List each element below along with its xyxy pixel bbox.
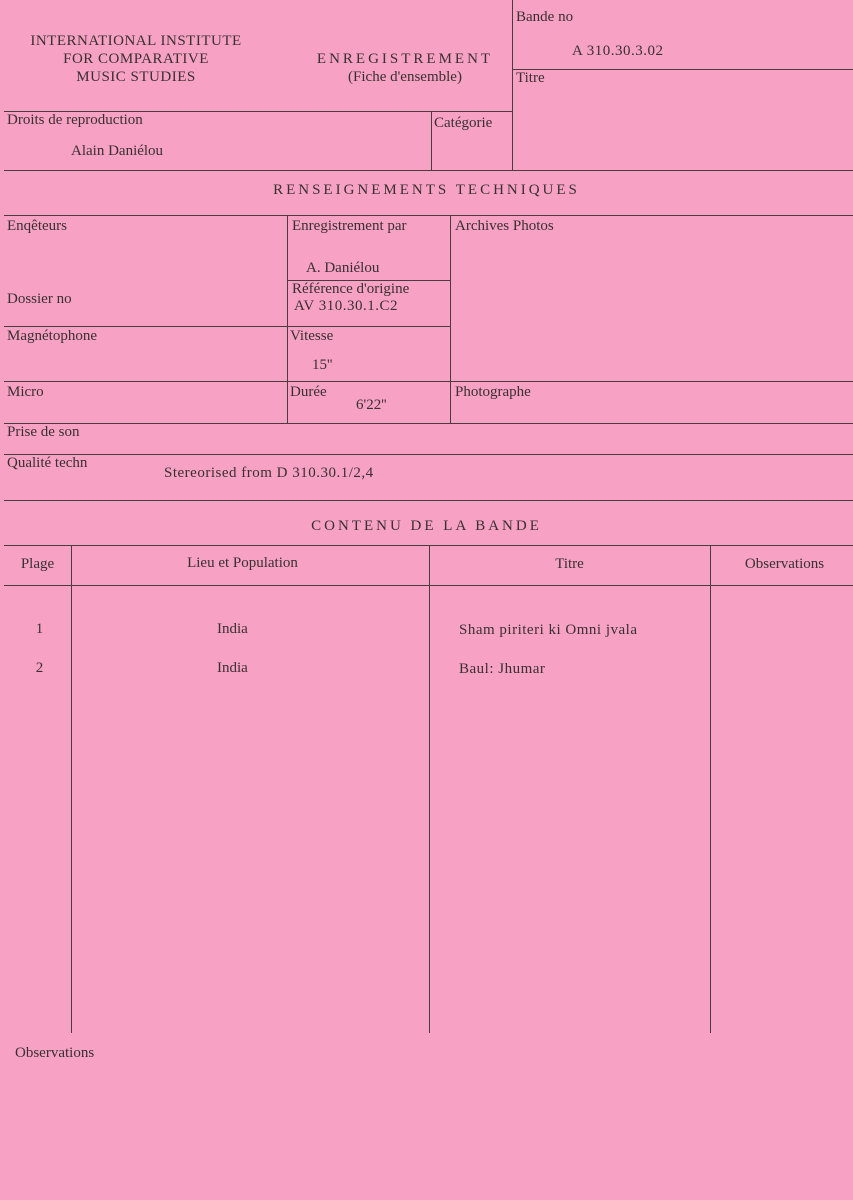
- institute-line-2: FOR COMPARATIVE: [63, 51, 209, 67]
- bande-label: Bande no: [516, 9, 574, 25]
- institute-line-3: MUSIC STUDIES: [76, 69, 196, 85]
- tech-col2-divider: [450, 215, 451, 423]
- droits-label: Droits de reproduction: [7, 112, 143, 128]
- micro-label: Micro: [7, 384, 44, 400]
- institute-line-1: INTERNATIONAL INSTITUTE: [30, 33, 242, 49]
- prise-label: Prise de son: [7, 424, 80, 440]
- photographe-label: Photographe: [455, 384, 531, 400]
- duree-label: Durée: [290, 384, 327, 400]
- enqueteurs-label: Enqêteurs: [7, 218, 67, 234]
- contenu-heading: CONTENU DE LA BANDE: [311, 518, 542, 534]
- magnetophone-label: Magnétophone: [7, 328, 97, 344]
- tech-top-line: [4, 215, 853, 216]
- reference-value: AV 310.30.1.C2: [294, 298, 398, 314]
- contenu-col3-divider: [710, 545, 711, 1033]
- col-observations: Observations: [744, 556, 825, 572]
- col-titre: Titre: [555, 556, 584, 572]
- vitesse-value: 15'': [312, 357, 333, 373]
- row2-plage: 2: [35, 660, 44, 676]
- header-divider-v: [512, 0, 513, 170]
- col-plage: Plage: [20, 556, 55, 572]
- qualite-value: Stereorised from D 310.30.1/2,4: [164, 465, 374, 481]
- vitesse-bottom-line: [4, 381, 853, 382]
- enregistrement-value: A. Daniélou: [306, 260, 380, 276]
- row1-titre: Sham piriteri ki Omni jvala: [459, 622, 638, 638]
- contenu-col2-divider: [429, 545, 430, 1033]
- micro-bottom-line: [4, 423, 853, 424]
- observations-label: Observations: [15, 1045, 95, 1061]
- form-subtitle: (Fiche d'ensemble): [348, 69, 462, 85]
- col-lieu: Lieu et Population: [187, 555, 298, 571]
- qualite-bottom-line: [4, 500, 853, 501]
- form-title: ENREGISTREMENT: [316, 51, 494, 67]
- row2-lieu: India: [217, 660, 248, 676]
- row1-lieu: India: [217, 621, 248, 637]
- droits-value: Alain Daniélou: [71, 143, 164, 159]
- dossier-bottom-line: [4, 326, 450, 327]
- categorie-divider-v: [431, 111, 432, 170]
- prise-bottom-line: [4, 454, 853, 455]
- bande-underline: [512, 69, 853, 70]
- dossier-label: Dossier no: [7, 291, 72, 307]
- qualite-label: Qualité techn: [7, 455, 88, 471]
- row1-plage: 1: [35, 621, 44, 637]
- categorie-label: Catégorie: [434, 115, 493, 131]
- reference-label: Référence d'origine: [292, 281, 410, 297]
- contenu-col1-divider: [71, 545, 72, 1033]
- enregistrement-label: Enregistrement par: [292, 218, 407, 234]
- vitesse-label: Vitesse: [290, 328, 334, 344]
- titre-label: Titre: [516, 70, 545, 86]
- tech-col1-divider: [287, 215, 288, 423]
- tech-heading: RENSEIGNEMENTS TECHNIQUES: [273, 182, 580, 198]
- bande-value: A 310.30.3.02: [572, 43, 664, 59]
- archives-label: Archives Photos: [455, 218, 554, 234]
- droits-bottom-line: [4, 170, 853, 171]
- duree-value: 6'22'': [356, 397, 387, 413]
- row2-titre: Baul: Jhumar: [459, 661, 546, 677]
